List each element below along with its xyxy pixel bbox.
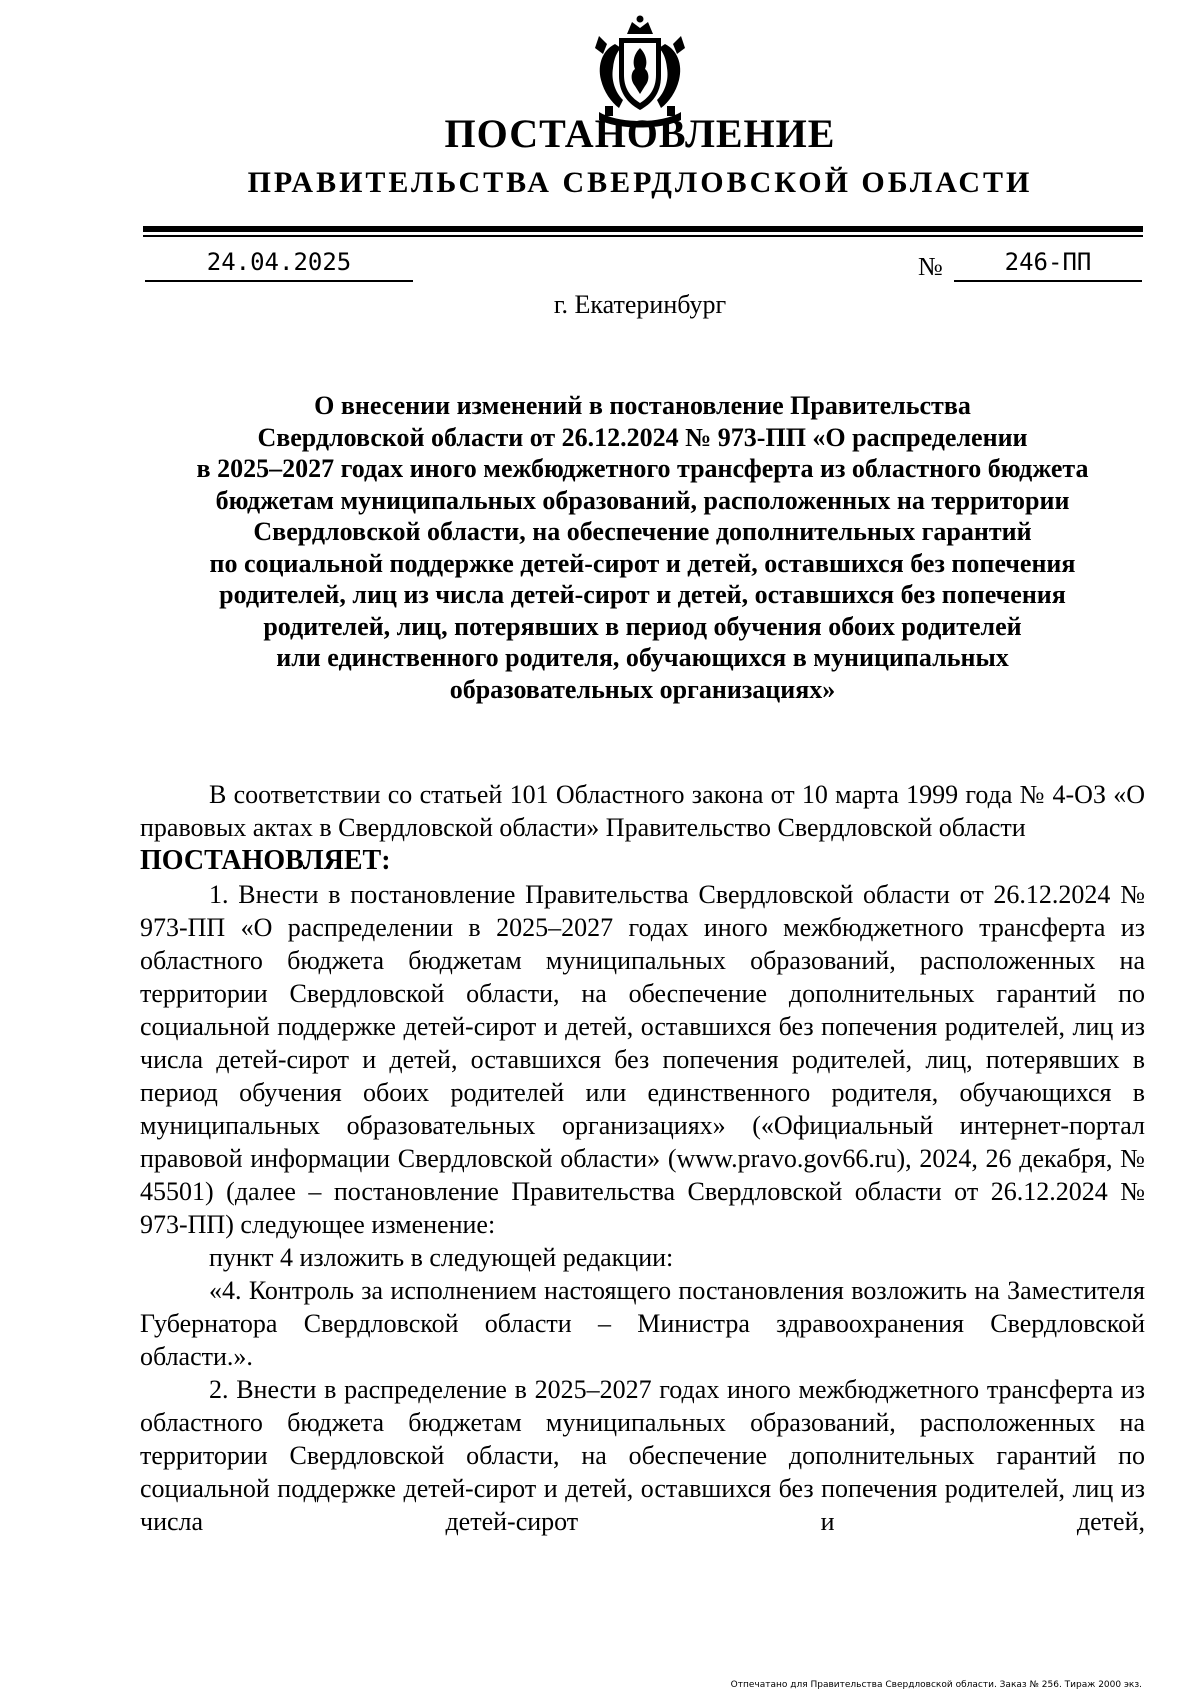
document-date: 24.04.2025: [145, 248, 413, 282]
heading-line: родителей, лиц, потерявших в период обучения обоих родителей: [263, 611, 1022, 641]
number-label: №: [918, 252, 943, 281]
paragraph-1-sub: пункт 4 изложить в следующей редакции:: [209, 1243, 674, 1272]
heading-line: О внесении изменений в постановление Правительства: [314, 391, 971, 420]
document-number: 246-ПП: [954, 248, 1142, 282]
paragraph-1-quote: «4. Контроль за исполнением настоящего постановления возложить на Заместителя Губернатора Свердловской области – Министра здравоохранения Свердловской области.».: [140, 1276, 1145, 1371]
heading-line: по социальной поддержке детей-сирот и детей, оставшихся без попечения: [209, 548, 1076, 578]
heading-line: Свердловской области, на обеспечение дополнительных гарантий: [253, 517, 1032, 546]
paragraph-2: 2. Внести в распределение в 2025–2027 годах иного межбюджетного трансферта из областного бюджета бюджетам муниципальных образований, расположенных на территории Свердловской области, на обеспечение дополнительных гарантий по социальной поддержке детей-сирот и детей, оставшихся без попечения родителей, лиц из числа детей-сирот и детей,: [140, 1375, 1145, 1536]
heading-line: Свердловской области от 26.12.2024 № 973-ПП «О распределении: [257, 422, 1028, 452]
decree-word: ПОСТАНОВЛЯЕТ:: [140, 845, 391, 876]
document-heading: [140, 390, 1145, 705]
document-type-title: ПОСТАНОВЛЕНИЕ: [444, 111, 836, 156]
header-rule-thick: [143, 226, 1143, 232]
heading-line: бюджетам муниципальных образований, расположенных на территории: [215, 485, 1070, 515]
document-body: [140, 778, 1145, 1538]
heading-line: родителей, лиц из числа детей-сирот и детей, оставшихся без попечения: [219, 580, 1066, 609]
print-note: Отпечатано для Правительства Свердловской области. Заказ № 256. Тираж 2000 экз.: [730, 1680, 1142, 1690]
issuer-title: ПРАВИТЕЛЬСТВА СВЕРДЛОВСКОЙ ОБЛАСТИ: [247, 166, 1033, 199]
heading-line: или единственного родителя, обучающихся в муниципальных: [276, 643, 1009, 672]
heading-line: в 2025–2027 годах иного межбюджетного трансферта из областного бюджета: [196, 454, 1089, 483]
paragraph-1: 1. Внести в постановление Правительства Свердловской области от 26.12.2024 № 973-ПП «О распределении в 2025–2027 годах иного межбюджетного трансферта из областного бюджета бюджетам муниципальных образований, расположенных на территории Свердловской области, на обеспечение дополнительных гарантий по социальной поддержке детей-сирот и детей, оставшихся без попечения родителей, лиц из числа детей-сирот и детей, оставшихся без попечения родителей, лиц, потерявших в период обучения обоих родителей или единственного родителя, обучающихся в муниципальных образовательных организациях» («Официальный интернет-портал правовой информации Свердловской области» (www.pravo.gov66.ru), 2024, 26 декабря, № 45501) (далее – постановление Правительства Свердловской области от 26.12.2024 № 973-ПП) следующее изменение:: [140, 880, 1145, 1239]
heading-line: образовательных организациях»: [449, 674, 836, 704]
preamble-paragraph: В соответствии со статьей 101 Областного закона от 10 марта 1999 года № 4-ОЗ «О правовых актах в Свердловской области» Правительство Свердловской области: [140, 780, 1145, 842]
document-city: г. Екатеринбург: [553, 290, 727, 319]
header-rule-thin: [143, 235, 1143, 237]
